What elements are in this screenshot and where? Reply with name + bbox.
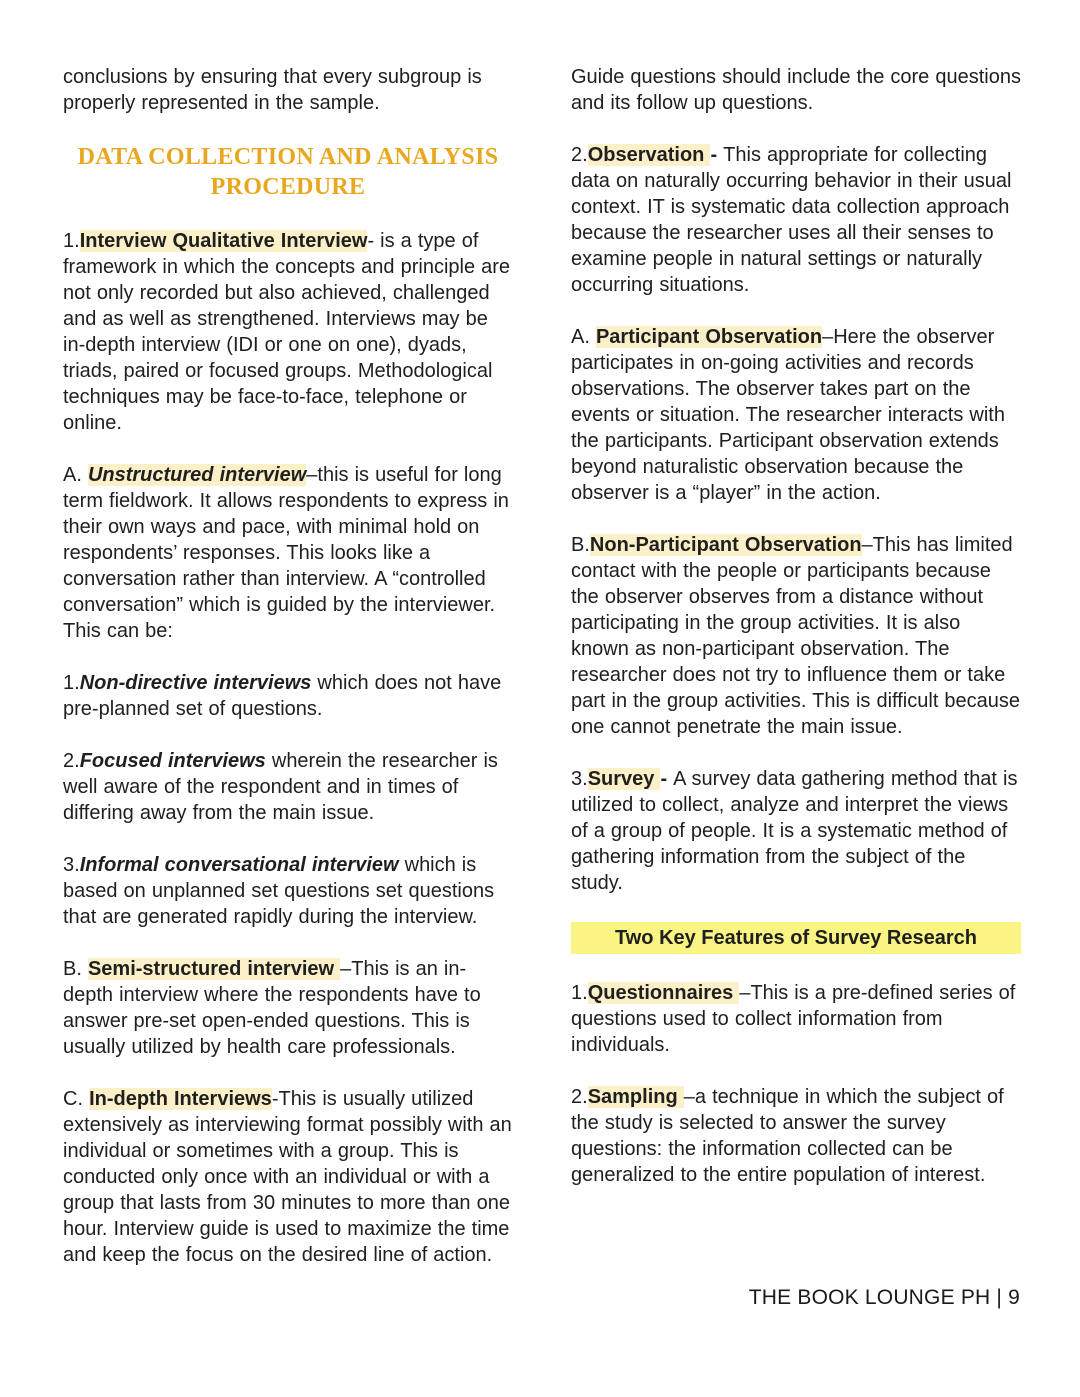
page-footer: THE BOOK LOUNGE PH | 9 <box>748 1286 1020 1309</box>
section-title: DATA COLLECTION AND ANALYSIS PROCEDURE <box>77 144 499 200</box>
survey-features-banner-label: Two Key Features of Survey Research <box>615 927 977 949</box>
paragraph-non-directive-interviews: 1.Non-directive interviews which does not have pre-planned set of questions. <box>63 672 502 720</box>
paragraph-sampling: 2.Sampling –a technique in which the subject of the study is selected to answer the survey questions: the information collected can be generalized to the entire population of interest. <box>571 1086 1004 1186</box>
paragraph-survey: 3.Survey - A survey data gathering method that is utilized to collect, analyze and interpret the views of a group of people. It is a systematic method of gathering information from the subject of the study. <box>571 768 1018 894</box>
paragraph-guide-questions: Guide questions should include the core questions and its follow up questions. <box>571 66 1021 114</box>
left-column <box>63 64 513 1294</box>
paragraph-semi-structured-interview: B. Semi-structured interview –This is an in-depth interview where the respondents have to answer pre-set open-ended questions. This is usually utilized by health care professionals. <box>63 958 481 1058</box>
intro-paragraph: conclusions by ensuring that every subgroup is properly represented in the sample. <box>63 66 482 114</box>
survey-features-banner <box>571 922 1021 954</box>
right-column <box>571 64 1021 1294</box>
paragraph-unstructured-interview: A. Unstructured interview–this is useful for long term fieldwork. It allows respondents to express in their own ways and pace, with minimal hold on respondents’ responses. This looks like a conversation rather than interview. A “controlled conversation” which is guided by the interviewer. This can be: <box>63 464 509 642</box>
paragraph-observation: 2.Observation - This appropriate for collecting data on naturally occurring behavior in their usual context. IT is systematic data collection approach because the researcher uses all their senses to examine people in natural settings or naturally occurring situations. <box>571 144 1012 296</box>
paragraph-informal-conversational-interview: 3.Informal conversational interview which is based on unplanned set questions set questions that are generated rapidly during the interview. <box>63 854 495 928</box>
paragraph-questionnaires: 1.Questionnaires –This is a pre-defined series of questions used to collect information from individuals. <box>571 982 1016 1056</box>
two-column-layout <box>63 64 1021 1294</box>
paragraph-in-depth-interviews: C. In-depth Interviews-This is usually utilized extensively as interviewing format possibly with an individual or sometimes with a group. This is conducted only once with an individual or with a group that lasts from 30 minutes to more than one hour. Interview guide is used to maximize the time and keep the focus on the desired line of action. <box>63 1088 512 1266</box>
paragraph-focused-interviews: 2.Focused interviews wherein the researcher is well aware of the respondent and in times of differing away from the main issue. <box>63 750 498 824</box>
paragraph-non-participant-observation: B.Non-Participant Observation–This has limited contact with the people or participants because the observer observes from a distance without participating in the group activities. It is also known as non-participant observation. The researcher does not try to influence them or take part in the group activities. This is difficult because one cannot penetrate the main issue. <box>571 534 1021 738</box>
paragraph-interview-qualitative: 1.Interview Qualitative Interview- is a type of framework in which the concepts and principle are not only recorded but also achieved, challenged and as well as strengthened. Interviews may be in-depth interview (IDI or one on one), dyads, triads, paired or focused groups. Methodological techniques may be face-to-face, telephone or online. <box>63 230 511 434</box>
paragraph-participant-observation: A. Participant Observation–Here the observer participates in on-going activities and records observations. The observer takes part on the events or situation. The researcher interacts with the participants. Participant observation extends beyond naturalistic observation because the observer is a “player” in the action. <box>571 326 1005 504</box>
